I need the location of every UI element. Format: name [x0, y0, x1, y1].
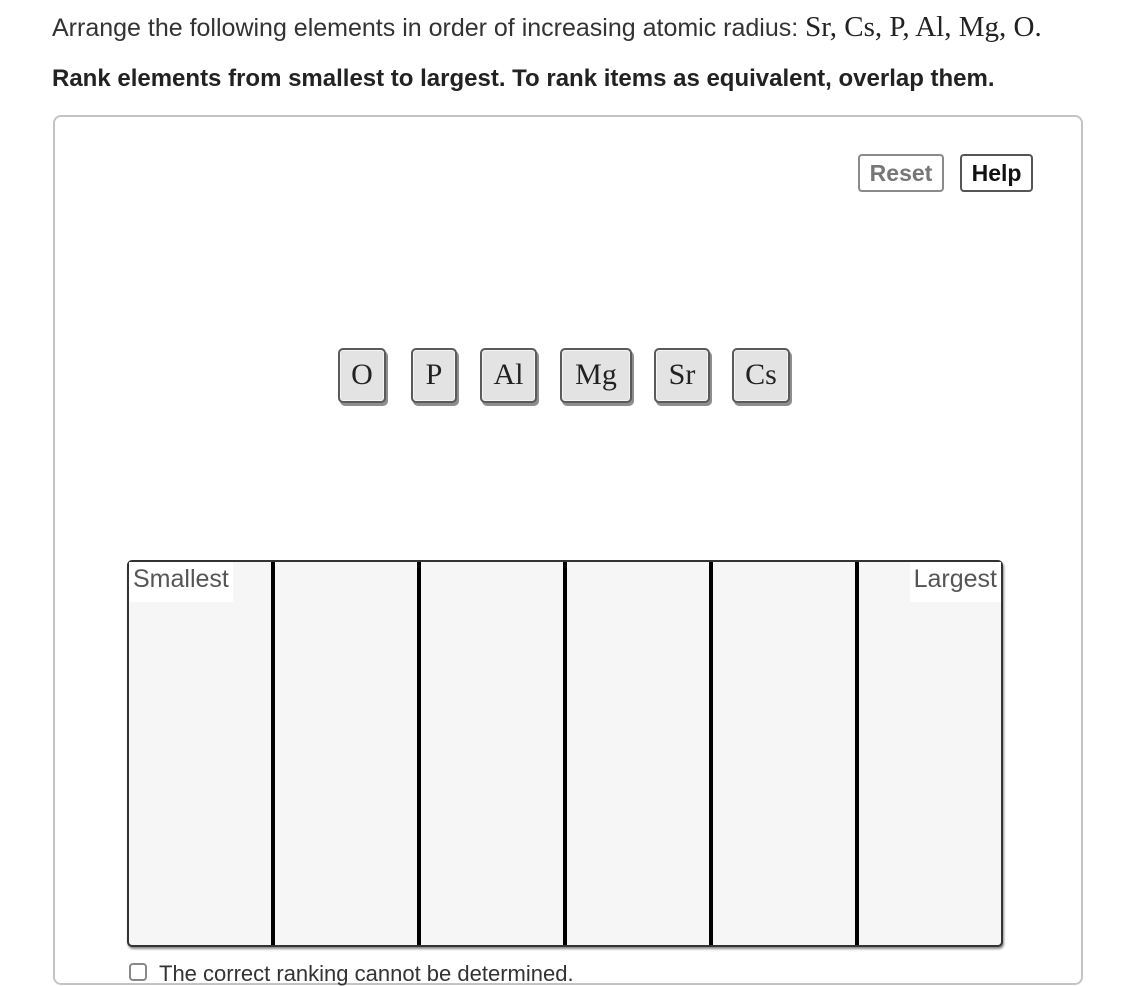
rank-slot-2[interactable] — [271, 562, 417, 945]
help-button[interactable]: Help — [960, 154, 1033, 192]
ranking-area[interactable] — [127, 560, 1003, 947]
cannot-determine-checkbox[interactable] — [129, 963, 147, 981]
instruction-text: Rank elements from smallest to largest. To rank items as equivalent, overlap them. — [52, 65, 995, 92]
question-text — [52, 10, 1042, 45]
element-tile-o[interactable]: O — [338, 348, 386, 403]
element-tile-mg[interactable]: Mg — [560, 348, 632, 403]
element-tile-cs[interactable]: Cs — [732, 348, 790, 403]
rank-slot-4[interactable] — [563, 562, 709, 945]
element-tile-sr[interactable]: Sr — [654, 348, 710, 403]
smallest-label: Smallest — [129, 562, 233, 602]
question-elements: Sr, Cs, P, Al, Mg, O — [805, 11, 1035, 43]
element-tile-p[interactable]: P — [411, 348, 457, 403]
rank-slot-3[interactable] — [417, 562, 563, 945]
reset-button[interactable]: Reset — [858, 154, 944, 192]
rank-slot-6[interactable] — [855, 562, 1001, 945]
largest-label: Largest — [910, 562, 1001, 602]
cannot-determine-option[interactable] — [129, 961, 649, 986]
ranking-panel — [53, 115, 1083, 985]
rank-slot-1[interactable] — [129, 562, 271, 945]
cannot-determine-text: The correct ranking cannot be determined. — [159, 961, 574, 986]
rank-slot-5[interactable] — [709, 562, 855, 945]
element-tile-al[interactable]: Al — [480, 348, 537, 403]
question-prefix: Arrange the following elements in order of increasing atomic radius: — [52, 14, 806, 42]
question-suffix: . — [1034, 11, 1042, 43]
